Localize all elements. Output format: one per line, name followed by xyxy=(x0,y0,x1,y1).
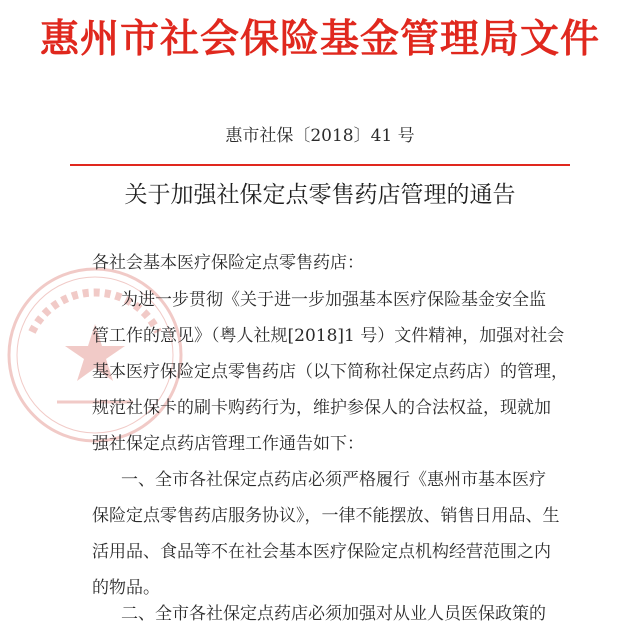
body-line: 规范社保卡的刷卡购药行为，维护参保人的合法权益，现就加 xyxy=(92,398,551,418)
body-line: 管工作的意见》（粤人社规[2018]1 号）文件精神，加强对社会 xyxy=(92,326,565,346)
body-line: 为进一步贯彻《关于进一步加强基本医疗保险基金安全监 xyxy=(121,290,546,310)
body-line: 保险定点零售药店服务协议》，一律不能摆放、销售日用品、生 xyxy=(92,506,560,526)
body-line: 强社保定点药店管理工作通告如下： xyxy=(92,434,364,454)
body-line: 的物品。 xyxy=(92,578,160,598)
body-line: 基本医疗保险定点零售药店（以下简称社保定点药店）的管理， xyxy=(92,362,568,382)
header-divider xyxy=(70,164,570,166)
body-line: 一、全市各社保定点药店必须严格履行《惠州市基本医疗 xyxy=(121,470,546,490)
document-number: 惠市社保〔2018〕41 号 xyxy=(225,126,415,146)
issuing-organization-title: 惠州市社会保险基金管理局文件 xyxy=(39,16,600,62)
body-line: 活用品、食品等不在社会基本医疗保险定点机构经营范围之内 xyxy=(92,542,551,562)
notice-title: 关于加强社保定点零售药店管理的通告 xyxy=(124,182,516,208)
body-line: 各社会基本医疗保险定点零售药店： xyxy=(92,253,364,273)
body-line: 二、全市各社保定点药店必须加强对从业人员医保政策的 xyxy=(121,604,546,624)
